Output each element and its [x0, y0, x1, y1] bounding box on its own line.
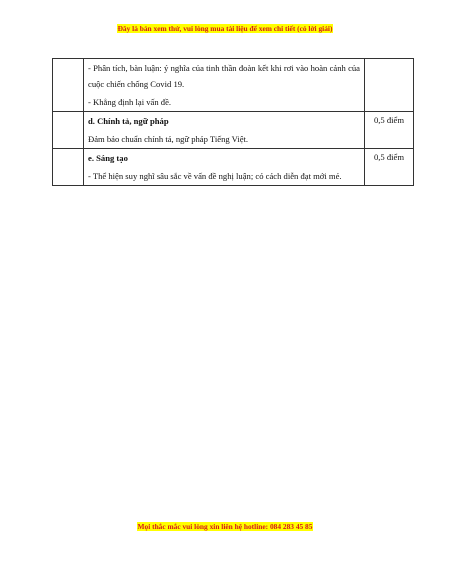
section-heading: d. Chính tả, ngữ pháp [88, 116, 169, 126]
score-cell: 0,5 điểm [365, 149, 414, 186]
content-cell [84, 149, 365, 186]
table-row [53, 59, 414, 112]
section-heading: e. Sáng tạo [88, 153, 128, 163]
table-row [53, 149, 414, 186]
table-row [53, 112, 414, 149]
criteria-text: Đảm bảo chuẩn chính tả, ngữ pháp Tiếng Việt. [88, 134, 249, 144]
content-cell [84, 59, 365, 112]
content-cell [84, 112, 365, 149]
analysis-line: - Phân tích, bàn luận: ý nghĩa của tinh thần đoàn kết khi rơi vào hoàn cảnh của cuộc chiến chống Covid 19. [88, 63, 360, 89]
row-index-cell [53, 149, 84, 186]
row-index-cell [53, 59, 84, 112]
preview-notice-text: Đây là bản xem thử, vui lòng mua tài liệu để xem chi tiết (có lời giải) [117, 24, 333, 33]
preview-notice-banner [0, 24, 450, 33]
row-index-cell [53, 112, 84, 149]
score-cell [365, 59, 414, 112]
conclusion-line: - Khẳng định lại vấn đề. [88, 97, 172, 107]
score-cell: 0,5 điểm [365, 112, 414, 149]
criteria-text: - Thể hiện suy nghĩ sâu sắc về vấn đề nghị luận; có cách diễn đạt mới mẻ. [88, 171, 342, 181]
hotline-banner [0, 522, 450, 531]
hotline-text: Mọi thắc mắc vui lòng xin liên hệ hotline: 084 283 45 85 [137, 522, 313, 531]
grading-table [52, 58, 414, 186]
